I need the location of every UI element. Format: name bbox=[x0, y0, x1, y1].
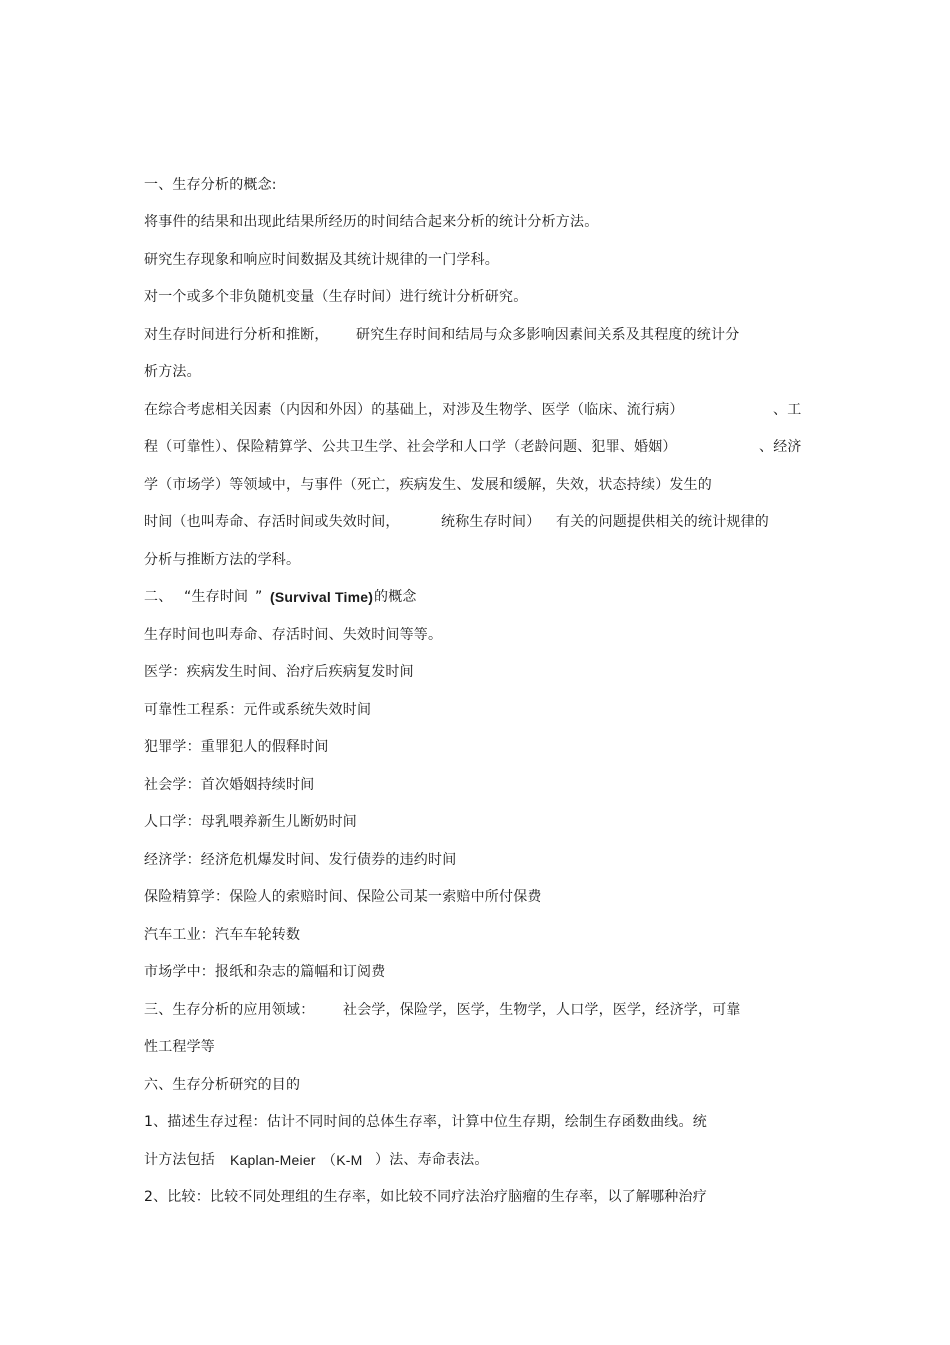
paragraph-definition-5-line5: 分析与推断方法的学科。 bbox=[144, 552, 301, 568]
list-item-criminology: 犯罪学：重罪犯人的假释时间 bbox=[144, 739, 329, 755]
paragraph-definition-5-line2-part2: 、经济 bbox=[759, 439, 802, 455]
list-item-reliability-engineering: 可靠性工程系：元件或系统失效时间 bbox=[144, 702, 372, 718]
list-item-purpose-1-kaplan-meier: Kaplan-Meier bbox=[230, 1152, 316, 1168]
list-item-purpose-2: 2、比较：比较不同处理组的生存率，如比较不同疗法治疗脑瘤的生存率，以了解哪种治疗 bbox=[144, 1189, 707, 1205]
list-item-automotive-industry: 汽车工业：汽车车轮转数 bbox=[144, 927, 301, 943]
list-item-purpose-1-cont-part2: ）法、寿命表法。 bbox=[375, 1152, 489, 1168]
paragraph-application-fields-cont: 性工程学等 bbox=[144, 1039, 215, 1055]
paragraph-definition-5-line3: 学（市场学）等领域中，与事件（死亡，疾病发生、发展和缓解，失效，状态持续）发生的 bbox=[144, 477, 712, 493]
list-item-purpose-1-cont-part1: 计方法包括 bbox=[144, 1152, 215, 1168]
paragraph-application-fields: 社会学，保险学，医学，生物学，人口学，医学，经济学，可靠 bbox=[343, 1002, 741, 1018]
list-item-purpose-1: 1、描述生存过程：估计不同时间的总体生存率，计算中位生存期，绘制生存函数曲线。统 bbox=[144, 1114, 707, 1130]
paragraph-definition-5-line4-part1: 时间（也叫寿命、存活时间或失效时间， bbox=[144, 514, 400, 530]
heading-survival-time-number: 二、 bbox=[144, 589, 173, 605]
paragraph-definition-2: 研究生存现象和响应时间数据及其统计规律的一门学科。 bbox=[144, 252, 499, 268]
paragraph-survival-time-aliases: 生存时间也叫寿命、存活时间、失效时间等等。 bbox=[144, 627, 443, 643]
list-item-purpose-1-km: （K-M bbox=[322, 1152, 363, 1168]
paragraph-definition-4-part2: 研究生存时间和结局与众多影响因素间关系及其程度的统计分 bbox=[356, 327, 740, 343]
paragraph-definition-5-line1-part1: 在综合考虑相关因素（内因和外因）的基础上，对涉及生物学、医学（临床、流行病） bbox=[144, 402, 684, 418]
paragraph-definition-4-part1: 对生存时间进行分析和推断， bbox=[144, 327, 329, 343]
paragraph-definition-5-line1-part2: 、工 bbox=[773, 402, 802, 418]
heading-research-purpose: 六、生存分析研究的目的 bbox=[144, 1077, 301, 1093]
list-item-medicine: 医学：疾病发生时间、治疗后疾病复发时间 bbox=[144, 664, 414, 680]
heading-survival-time-suffix: 的概念 bbox=[374, 589, 417, 605]
list-item-economics: 经济学：经济危机爆发时间、发行债券的违约时间 bbox=[144, 852, 457, 868]
heading-survival-time-term: “生存时间 bbox=[184, 589, 249, 605]
paragraph-definition-4-cont: 析方法。 bbox=[144, 364, 201, 380]
paragraph-definition-1: 将事件的结果和出现此结果所经历的时间结合起来分析的统计分析方法。 bbox=[144, 214, 599, 230]
list-item-sociology: 社会学：首次婚姻持续时间 bbox=[144, 777, 315, 793]
paragraph-definition-3: 对一个或多个非负随机变量（生存时间）进行统计分析研究。 bbox=[144, 289, 528, 305]
paragraph-definition-5-line4-part3: 有关的问题提供相关的统计规律的 bbox=[556, 514, 769, 530]
heading-survival-time-english: (Survival Time) bbox=[270, 589, 374, 605]
heading-application-fields: 三、生存分析的应用领域： bbox=[144, 1002, 315, 1018]
list-item-marketing: 市场学中：报纸和杂志的篇幅和订阅费 bbox=[144, 964, 386, 980]
heading-concept-of-survival-analysis: 一、生存分析的概念: bbox=[144, 177, 277, 193]
heading-survival-time-quote: ” bbox=[255, 589, 263, 605]
list-item-actuarial-science: 保险精算学：保险人的索赔时间、保险公司某一索赔中所付保费 bbox=[144, 889, 542, 905]
paragraph-definition-5-line4-part2: 统称生存时间） bbox=[441, 514, 541, 530]
paragraph-definition-5-line2-part1: 程（可靠性）、保险精算学、公共卫生学、社会学和人口学（老龄问题、犯罪、婚姻） bbox=[144, 439, 677, 455]
list-item-demography: 人口学：母乳喂养新生儿断奶时间 bbox=[144, 814, 357, 830]
